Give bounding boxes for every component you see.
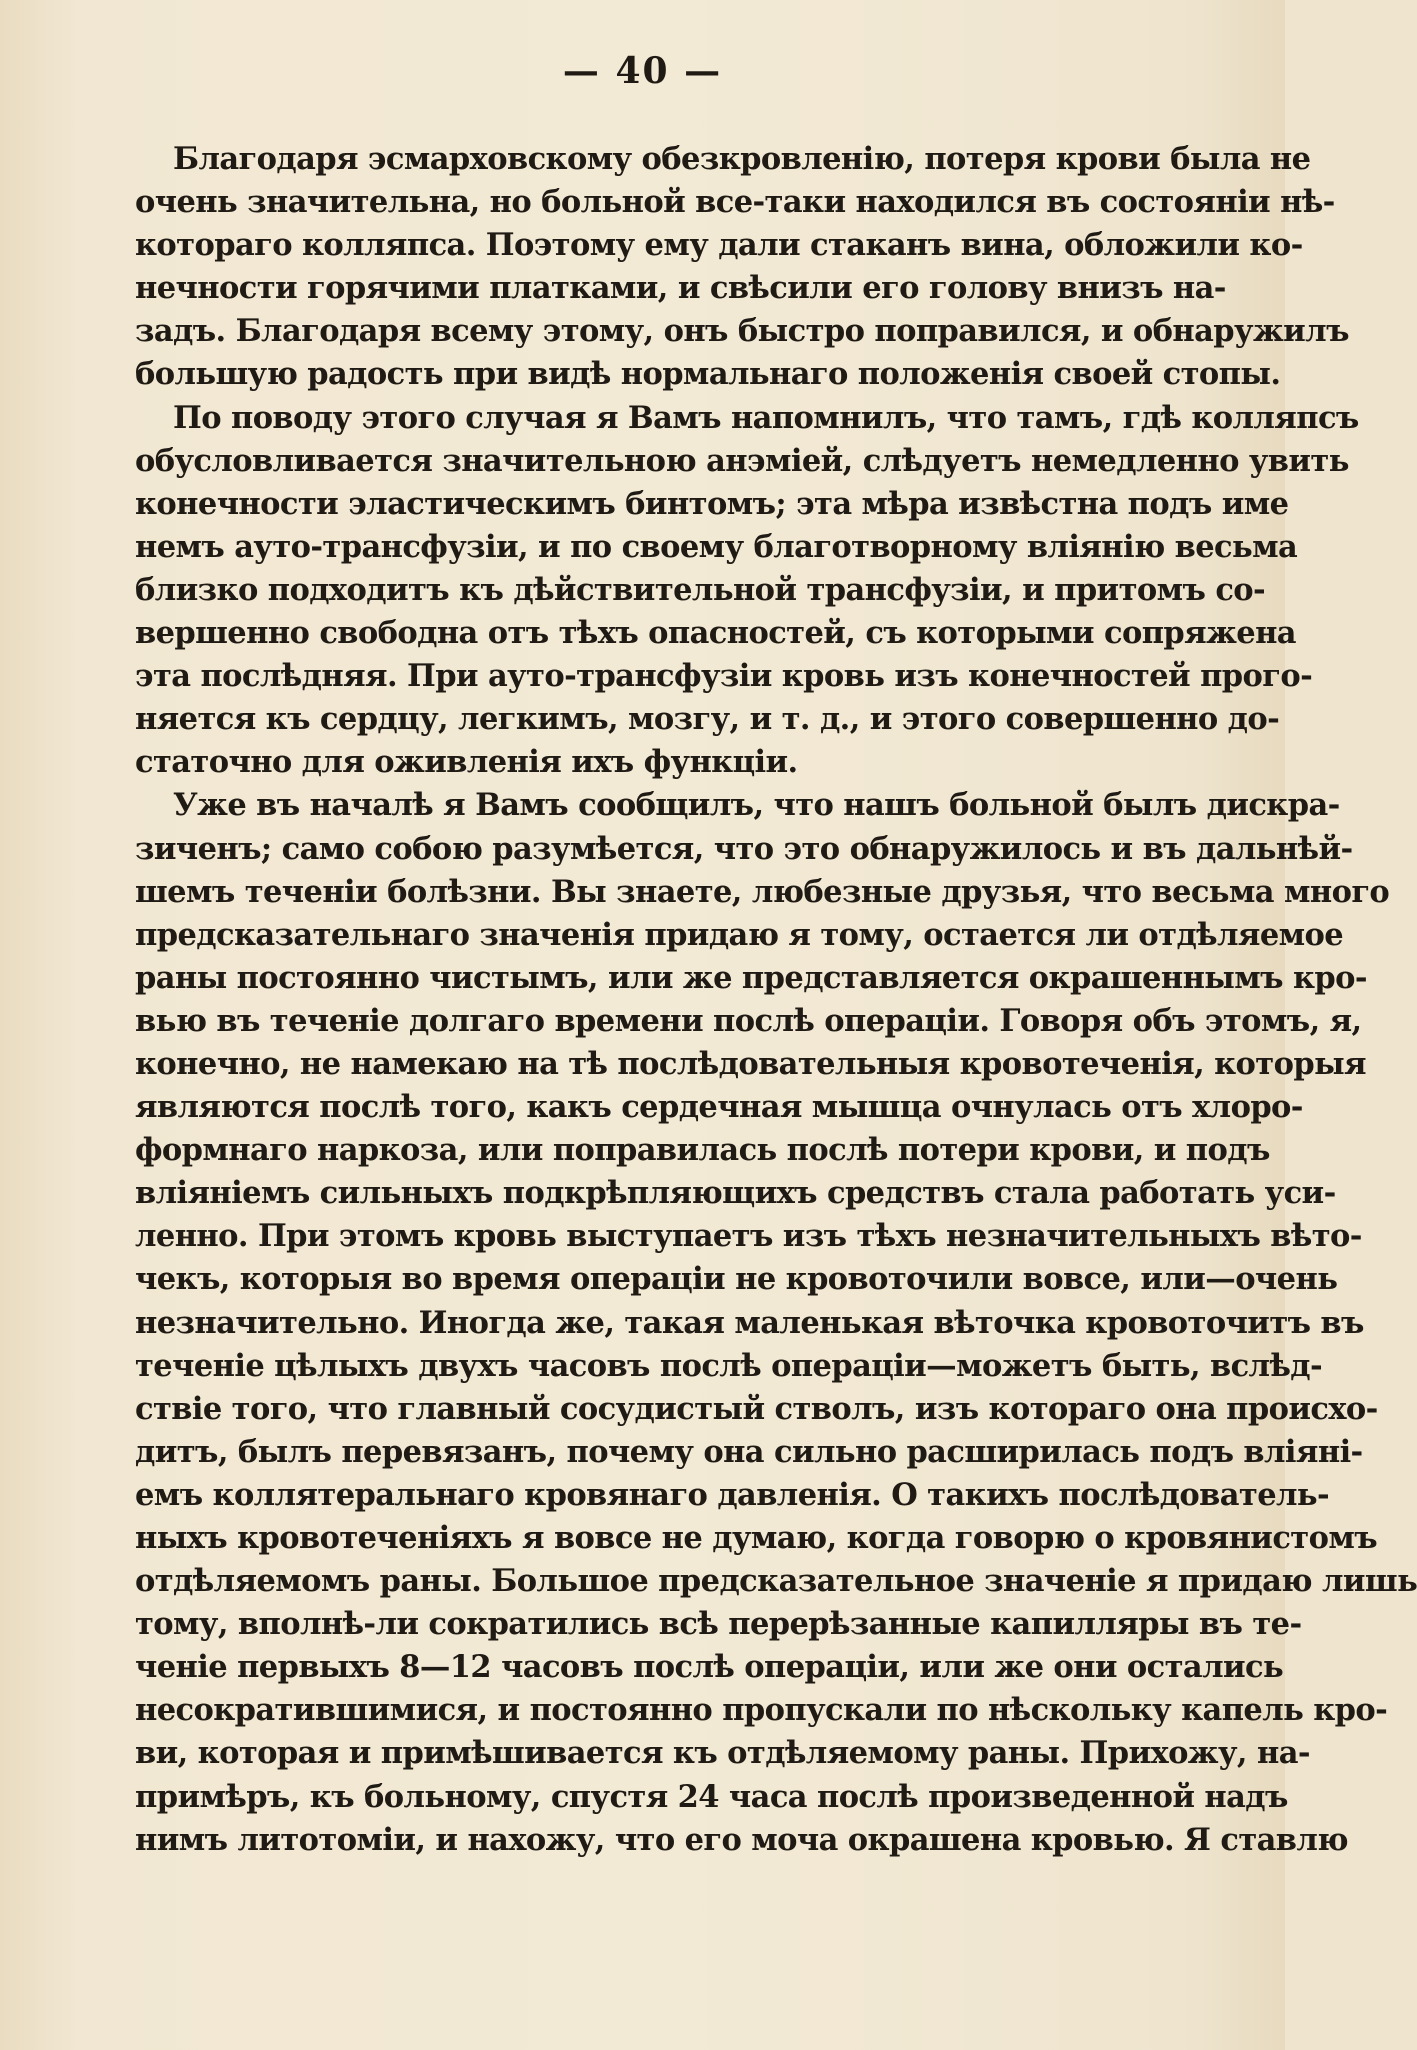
- text-line: большую радость при видѣ нормальнаго положенія своей стопы.: [135, 356, 1281, 393]
- text-line: задъ. Благодаря всему этому, онъ быстро поправился, и обнаружилъ: [135, 313, 1349, 350]
- text-line: нимъ литотоміи, и нахожу, что его моча окрашена кровью. Я ставлю: [135, 1821, 1348, 1858]
- text-line: вью въ теченіе долгаго времени послѣ операціи. Говоря объ этомъ, я,: [135, 1002, 1362, 1039]
- text-line: конечности эластическимъ бинтомъ; эта мѣра извѣстна подъ име: [135, 485, 1289, 522]
- body-text: [135, 138, 1417, 1862]
- text-line: ленно. При этомъ кровь выступаетъ изъ тѣхъ незначительныхъ вѣто-: [135, 1218, 1362, 1255]
- text-line: чекъ, которыя во время операціи не кровоточили вовсе, или—очень: [135, 1261, 1338, 1298]
- text-line: немъ ауто-трансфузіи, и по своему благотворному вліянію весьма: [135, 528, 1298, 565]
- text-line: обусловливается значительною анэміей, слѣдуетъ немедленно увить: [135, 442, 1349, 479]
- text-line: ныхъ кровотеченіяхъ я вовсе не думаю, когда говорю о кровянистомъ: [135, 1520, 1378, 1556]
- text-line: Уже въ началѣ я Вамъ сообщилъ, что нашъ больной былъ дискра-: [173, 787, 1340, 824]
- page-number: — 40 —: [562, 50, 723, 92]
- text-line: ствіе того, что главный сосудистый стволъ, изъ котораго она происхо-: [135, 1390, 1378, 1427]
- text-line: незначительно. Иногда же, такая маленькая вѣточка кровоточитъ въ: [135, 1304, 1364, 1341]
- text-line: ви, которая и примѣшивается къ отдѣляемому раны. Прихожу, на-: [135, 1735, 1310, 1772]
- text-line: конечно, не намекаю на тѣ послѣдовательныя кровотеченія, которыя: [135, 1045, 1366, 1082]
- text-line: зиченъ; само собою разумѣется, что это обнаружилось и въ дальнѣй-: [135, 830, 1353, 867]
- text-line: няется къ сердцу, легкимъ, мозгу, и т. д., и этого совершенно до-: [135, 701, 1280, 738]
- text-line: дитъ, былъ перевязанъ, почему она сильно расширилась подъ вліяні-: [135, 1433, 1363, 1470]
- text-line: предсказательнаго значенія придаю я тому, остается ли отдѣляемое: [135, 916, 1344, 953]
- text-line: несократившимися, и постоянно пропускали по нѣскольку капель кро-: [135, 1692, 1388, 1729]
- text-line: формнаго наркоза, или поправилась послѣ потери крови, и подъ: [135, 1132, 1270, 1169]
- text-line: емъ коллятеральнаго кровянаго давленія. О такихъ послѣдователь-: [135, 1476, 1330, 1513]
- text-line: шемъ теченіи болѣзни. Вы знаете, любезные друзья, что весьма много: [135, 873, 1390, 910]
- text-line: нечности горячими платками, и свѣсили его голову внизъ на-: [135, 270, 1226, 307]
- text-line: ченіе первыхъ 8—12 часовъ послѣ операціи, или же они остались: [135, 1649, 1284, 1686]
- text-line: Благодаря эсмарховскому обезкровленію, потеря крови была не: [173, 141, 1311, 177]
- text-line: вершенно свободна отъ тѣхъ опасностей, съ которыми сопряжена: [135, 615, 1296, 652]
- text-line: эта послѣдняя. При ауто-трансфузіи кровь изъ конечностей прого-: [135, 658, 1313, 695]
- text-line: раны постоянно чистымъ, или же представляется окрашеннымъ кро-: [135, 959, 1367, 996]
- text-line: вліяніемъ сильныхъ подкрѣпляющихъ средствъ стала работать уси-: [135, 1175, 1336, 1212]
- text-line: отдѣляемомъ раны. Большое предсказательное значеніе я придаю лишь: [135, 1563, 1417, 1600]
- text-line: тому, вполнѣ-ли сократились всѣ перерѣзанные капилляры въ те-: [135, 1606, 1302, 1643]
- text-line: являются послѣ того, какъ сердечная мышца очнулась отъ хлоро-: [135, 1089, 1303, 1126]
- text-line: близко подходитъ къ дѣйствительной трансфузіи, и притомъ со-: [135, 571, 1266, 608]
- text-line: теченіе цѣлыхъ двухъ часовъ послѣ операціи—можетъ быть, вслѣд-: [135, 1347, 1323, 1384]
- text-line: примѣръ, къ больному, спустя 24 часа послѣ произведенной надъ: [135, 1778, 1288, 1815]
- text-line: очень значительна, но больной все-таки находился въ состояніи нѣ-: [135, 184, 1335, 221]
- text-line: котораго колляпса. Поэтому ему дали стаканъ вина, обложили ко-: [135, 227, 1303, 264]
- text-line: статочно для оживленія ихъ функціи.: [135, 744, 798, 781]
- text-line: По поводу этого случая я Вамъ напомнилъ, что тамъ, гдѣ колляпсъ: [173, 399, 1359, 436]
